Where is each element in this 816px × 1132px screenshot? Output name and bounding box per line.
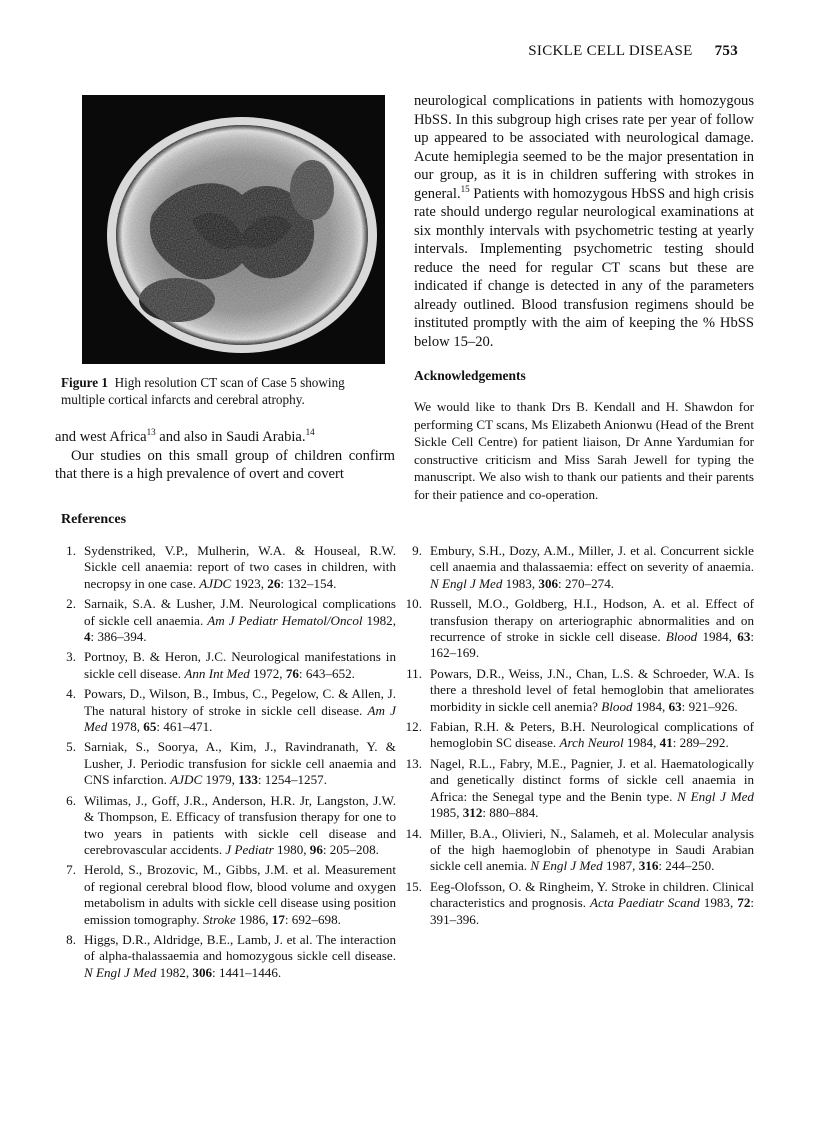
reference-year: 1978, <box>107 719 144 735</box>
references-heading: References <box>61 512 127 527</box>
reference-pages: : 643–652. <box>298 665 355 681</box>
reference-pages: : 692–698. <box>284 911 341 927</box>
reference-item <box>58 543 396 592</box>
reference-journal: Acta Paediatr Scand <box>589 895 700 911</box>
reference-year: 1983, <box>699 895 738 911</box>
reference-journal: J Pediatr <box>225 841 274 857</box>
reference-volume: 63 <box>737 629 751 645</box>
reference-pages: : 162–169. <box>430 629 754 661</box>
reference-number: 15. <box>405 878 422 894</box>
reference-pages: : 386–394. <box>90 629 147 645</box>
ct-scan-image <box>82 95 385 364</box>
reference-pages: : 391–396. <box>430 895 754 927</box>
reference-text: Powars, D.R., Weiss, J.N., Chan, L.S. & Schroeder, W.A. Is there a threshold level of fetal hemoglobin that ameliorates morbidity in sickle cell anemia? <box>430 665 754 714</box>
reference-text: Powars, D., Wilson, B., Imbus, C., Pegelow, C. & Allen, J. The natural history of stroke in sickle cell disease. <box>84 686 396 718</box>
reference-text: Miller, B.A., Olivieri, N., Salameh, et al. Molecular analysis of the high haemoglobin of phenotype in Saudi Arabian sickle cell anemia. <box>430 825 754 874</box>
reference-journal: Am J Pediatr Hematol/Oncol <box>207 612 363 628</box>
reference-pages: : 132–154. <box>280 575 337 591</box>
reference-journal: N Engl J Med <box>84 964 157 980</box>
figure-caption-text: High resolution CT scan of Case 5 showing multiple cortical infarcts and cerebral atrophy. <box>61 375 345 407</box>
reference-volume: 76 <box>285 665 299 681</box>
reference-volume: 17 <box>271 911 285 927</box>
reference-number: 1. <box>66 543 76 558</box>
reference-pages: : 1441–1446. <box>212 964 282 980</box>
reference-item <box>58 793 396 859</box>
reference-text: Portnoy, B. & Heron, J.C. Neurological manifestations in sickle cell disease. <box>84 649 396 681</box>
reference-list-right <box>404 543 754 932</box>
reference-item <box>58 596 396 645</box>
reference-journal: AJDC <box>170 772 203 788</box>
reference-pages: : 921–926. <box>681 698 738 714</box>
figure-label: Figure 1 <box>61 375 109 390</box>
reference-volume: 65 <box>143 719 157 735</box>
reference-journal: N Engl J Med <box>677 788 754 804</box>
reference-text: Sydenstriked, V.P., Mulherin, W.A. & Houseal, R.W. Sickle cell anaemia: report of two cases in children, with necropsy in one case. <box>84 543 396 591</box>
reference-year: 1982, <box>156 964 193 980</box>
reference-pages: : 289–292. <box>672 735 729 751</box>
ct-scan-graphic <box>82 95 385 364</box>
reference-pages: : 880–884. <box>482 805 539 821</box>
reference-journal: N Engl J Med <box>430 575 503 591</box>
reference-journal: Am J Med <box>84 702 396 735</box>
body-paragraph: Our studies on this small group of children confirm that there is a high prevalence of overt and covert <box>55 447 395 482</box>
reference-year: 1987, <box>602 858 639 874</box>
reference-journal: Stroke <box>202 911 236 927</box>
reference-text: Embury, S.H., Dozy, A.M., Miller, J. et al. Concurrent sickle cell anaemia and thalassaemia: effect on severity of anaemia. <box>430 543 754 575</box>
reference-year: 1972, <box>249 665 286 681</box>
reference-item <box>58 932 396 981</box>
reference-text: Wilimas, J., Goff, J.R., Anderson, H.R. Jr, Langston, J.W. & Thompson, E. Efficacy of transfusion therapy for one to two years in patients with sickle cell disease and cerebrovascular accidents. <box>84 792 396 857</box>
reference-year: 1980, <box>273 841 310 857</box>
reference-item <box>58 649 396 682</box>
reference-volume: 4 <box>84 629 91 645</box>
reference-number: 3. <box>66 649 76 665</box>
reference-year: 1984, <box>697 629 738 645</box>
body-paragraph: and west Africa$^{13}$ and also in Saudi Arabia.$^{14}$ <box>55 427 315 445</box>
reference-number: 6. <box>66 792 76 808</box>
reference-journal: Arch Neurol <box>559 735 624 751</box>
running-head <box>528 43 738 60</box>
reference-item <box>404 719 754 752</box>
reference-journal: AJDC <box>199 575 232 591</box>
reference-item <box>404 596 754 662</box>
reference-year: 1982, <box>362 612 396 628</box>
reference-item <box>58 739 396 788</box>
reference-number: 12. <box>405 719 422 735</box>
reference-number: 8. <box>66 931 76 947</box>
reference-list-left <box>58 543 396 985</box>
reference-text: Herold, S., Brozovic, M., Gibbs, J.M. et al. Measurement of regional cerebral blood flow, blood volume and oxygen metabolism in adults with sickle cell disease using position emission tomography. <box>84 862 396 927</box>
reference-number: 7. <box>66 862 76 878</box>
left-column-text <box>55 428 395 484</box>
reference-number: 14. <box>405 825 422 841</box>
reference-item <box>404 543 754 592</box>
reference-pages: : 461–471. <box>156 719 213 735</box>
reference-text: Eeg-Olofsson, O. & Ringheim, Y. Stroke in children. Clinical characteristics and prognosis. <box>430 878 754 911</box>
reference-number: 2. <box>66 596 76 612</box>
reference-journal: Ann Int Med <box>184 665 250 681</box>
reference-text: Russell, M.O., Goldberg, H.I., Hodson, A. et al. Effect of transfusion therapy on arteriographic abnormalities and on recurrence of stroke in sickle cell disease. <box>430 596 754 645</box>
reference-volume: 63 <box>668 698 682 714</box>
reference-item <box>404 826 754 875</box>
reference-item <box>404 756 754 822</box>
page-number: 753 <box>714 43 738 59</box>
reference-text: Nagel, R.L., Fabry, M.E., Pagnier, J. et al. Haematologically and genetically distinct forms of sickle cell anaemia in Africa: the Senegal type and the Benin type. <box>430 755 754 804</box>
reference-item <box>404 879 754 928</box>
reference-year: 1983, <box>502 575 539 591</box>
reference-pages: : 270–274. <box>558 575 615 591</box>
acknowledgements-heading: Acknowledgements <box>414 368 526 383</box>
reference-volume: 306 <box>538 575 559 591</box>
reference-number: 5. <box>66 739 76 755</box>
reference-year: 1923, <box>231 575 268 591</box>
reference-text: Sarniak, S., Soorya, A., Kim, J., Ravindranath, Y. & Lusher, J. Periodic transfusion for sickle cell anaemia and CNS infarction. <box>84 739 396 788</box>
reference-year: 1986, <box>235 911 272 927</box>
reference-year: 1985, <box>430 805 463 821</box>
reference-pages: : 205–208. <box>322 841 379 857</box>
reference-journal: Blood <box>601 698 633 714</box>
figure-caption <box>61 374 391 408</box>
reference-year: 1984, <box>623 735 660 751</box>
reference-volume: 96 <box>309 841 323 857</box>
reference-volume: 316 <box>638 858 659 874</box>
acknowledgements-text: We would like to thank Drs B. Kendall and H. Shawdon for performing CT scans, Ms Elizabeth Anionwu (Head of the Brent Sickle Cell Centre) for patient liaison, Dr Anne Yardumian for constructive criticism and Miss Sarah Jewell for typing the manuscript. We also wish to thank our patients and their parents for their patience and co-operation. <box>414 399 754 502</box>
reference-item <box>58 862 396 928</box>
reference-journal: Blood <box>665 629 698 645</box>
reference-pages: : 244–250. <box>658 858 715 874</box>
reference-volume: 26 <box>267 575 281 591</box>
reference-text: Sarnaik, S.A. & Lusher, J.M. Neurological complications of sickle cell anaemia. <box>84 596 396 628</box>
reference-number: 4. <box>66 686 76 702</box>
body-paragraph: neurological complications in patients with homozygous HbSS. In this subgroup high crises rate per year of follow up appeared to be associated with neurological damage. Acute hemiplegia seemed to be the major presentation in our group, as it is in children suffering with strokes in general.$^{15}$ Patients with homozygous HbSS and high crisis rate should undergo regular neurological examinations at six monthly intervals with psychometric testing at yearly intervals. Implementing psychometric testing should reduce the need for regular CT scans but these are indicated if change is detected in any of the parameters already outlined. Blood transfusion regimens should be instituted promptly with the aim of keeping the % HbSS below 15–20. <box>414 93 754 350</box>
reference-text: Higgs, D.R., Aldridge, B.E., Lamb, J. et al. The interaction of alpha-thalassaemia and homozygous sickle cell disease. <box>84 931 396 964</box>
reference-volume: 72 <box>737 895 751 911</box>
reference-year: 1984, <box>632 698 669 714</box>
reference-number: 11. <box>406 665 422 681</box>
reference-item <box>58 686 396 735</box>
reference-pages: : 1254–1257. <box>257 772 327 788</box>
reference-number: 10. <box>405 596 422 612</box>
reference-number: 13. <box>405 755 422 771</box>
running-title: SICKLE CELL DISEASE <box>528 43 693 59</box>
reference-number: 9. <box>412 543 422 558</box>
reference-journal: N Engl J Med <box>530 858 603 874</box>
reference-text: Fabian, R.H. & Peters, B.H. Neurological complications of hemoglobin SC disease. <box>430 719 754 751</box>
reference-volume: 312 <box>462 805 483 821</box>
reference-volume: 306 <box>192 964 213 980</box>
reference-volume: 41 <box>659 735 673 751</box>
reference-item <box>404 666 754 715</box>
reference-year: 1979, <box>202 772 239 788</box>
reference-volume: 133 <box>238 772 258 788</box>
right-column-text <box>414 92 754 351</box>
